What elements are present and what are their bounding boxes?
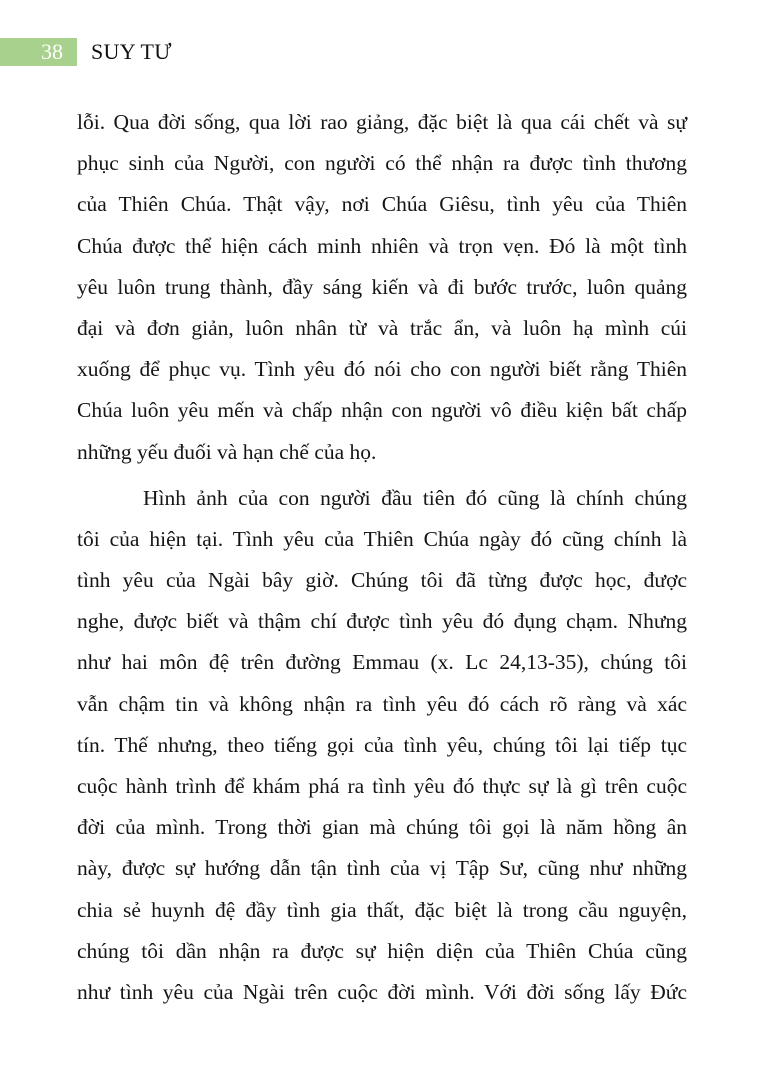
text-line: xuống để phục vụ. Tình yêu đó nói cho con người biết rằng Thiên (77, 357, 687, 382)
text-line: này, được sự hướng dẫn tận tình của vị Tập Sư, cũng như những (77, 856, 687, 881)
text-line: chia sẻ huynh đệ đầy tình gia thất, đặc biệt là trong cầu nguyện, (77, 897, 687, 922)
text-line: của Thiên Chúa. Thật vậy, nơi Chúa Giêsu, tình yêu của Thiên (77, 192, 687, 217)
text-line: tín. Thế nhưng, theo tiếng gọi của tình yêu, chúng tôi lại tiếp tục (77, 732, 687, 757)
body-text (77, 102, 687, 1013)
text-line: chúng tôi dần nhận ra được sự hiện diện của Thiên Chúa cũng (77, 938, 687, 963)
text-line: yêu luôn trung thành, đầy sáng kiến và đi bước trước, luôn quảng (77, 274, 687, 299)
text-line: cuộc hành trình để khám phá ra tình yêu đó thực sự là gì trên cuộc (77, 774, 687, 798)
text-line: lỗi. Qua đời sống, qua lời rao giảng, đặc biệt là qua cái chết và sự (77, 110, 687, 134)
page-header (0, 38, 172, 66)
text-line: những yếu đuối và hạn chế của họ. (77, 439, 377, 464)
text-line: vẫn chậm tin và không nhận ra tình yêu đó cách rõ ràng và xác (77, 691, 687, 716)
paragraph-1 (77, 102, 687, 473)
page-number-badge (0, 38, 77, 66)
text-line: Hình ảnh của con người đầu tiên đó cũng là chính chúng (143, 485, 687, 510)
text-line: Chúa luôn yêu mến và chấp nhận con người vô điều kiện bất chấp (77, 398, 687, 423)
text-line: Chúa được thể hiện cách minh nhiên và trọn vẹn. Đó là một tình (77, 233, 687, 258)
running-title: SUY TƯ (91, 39, 172, 64)
text-line: đại và đơn giản, luôn nhân từ và trắc ẩn, và luôn hạ mình cúi (77, 315, 687, 340)
text-line: đời của mình. Trong thời gian mà chúng tôi gọi là năm hồng ân (77, 815, 687, 840)
text-line: như hai môn đệ trên đường Emmau (x. Lc 24,13-35), chúng tôi (77, 650, 687, 675)
text-line: như tình yêu của Ngài trên cuộc đời mình. Với đời sống lấy Đức (77, 979, 687, 1004)
page-number: 38 (41, 39, 63, 64)
paragraph-2 (77, 478, 687, 1013)
text-line: tình yêu của Ngài bây giờ. Chúng tôi đã từng được học, được (77, 568, 687, 593)
text-line: nghe, được biết và thậm chí được tình yêu đó đụng chạm. Nhưng (77, 609, 687, 634)
text-line: phục sinh của Người, con người có thể nhận ra được tình thương (77, 151, 687, 176)
text-line: tôi của hiện tại. Tình yêu của Thiên Chúa ngày đó cũng chính là (77, 526, 687, 551)
